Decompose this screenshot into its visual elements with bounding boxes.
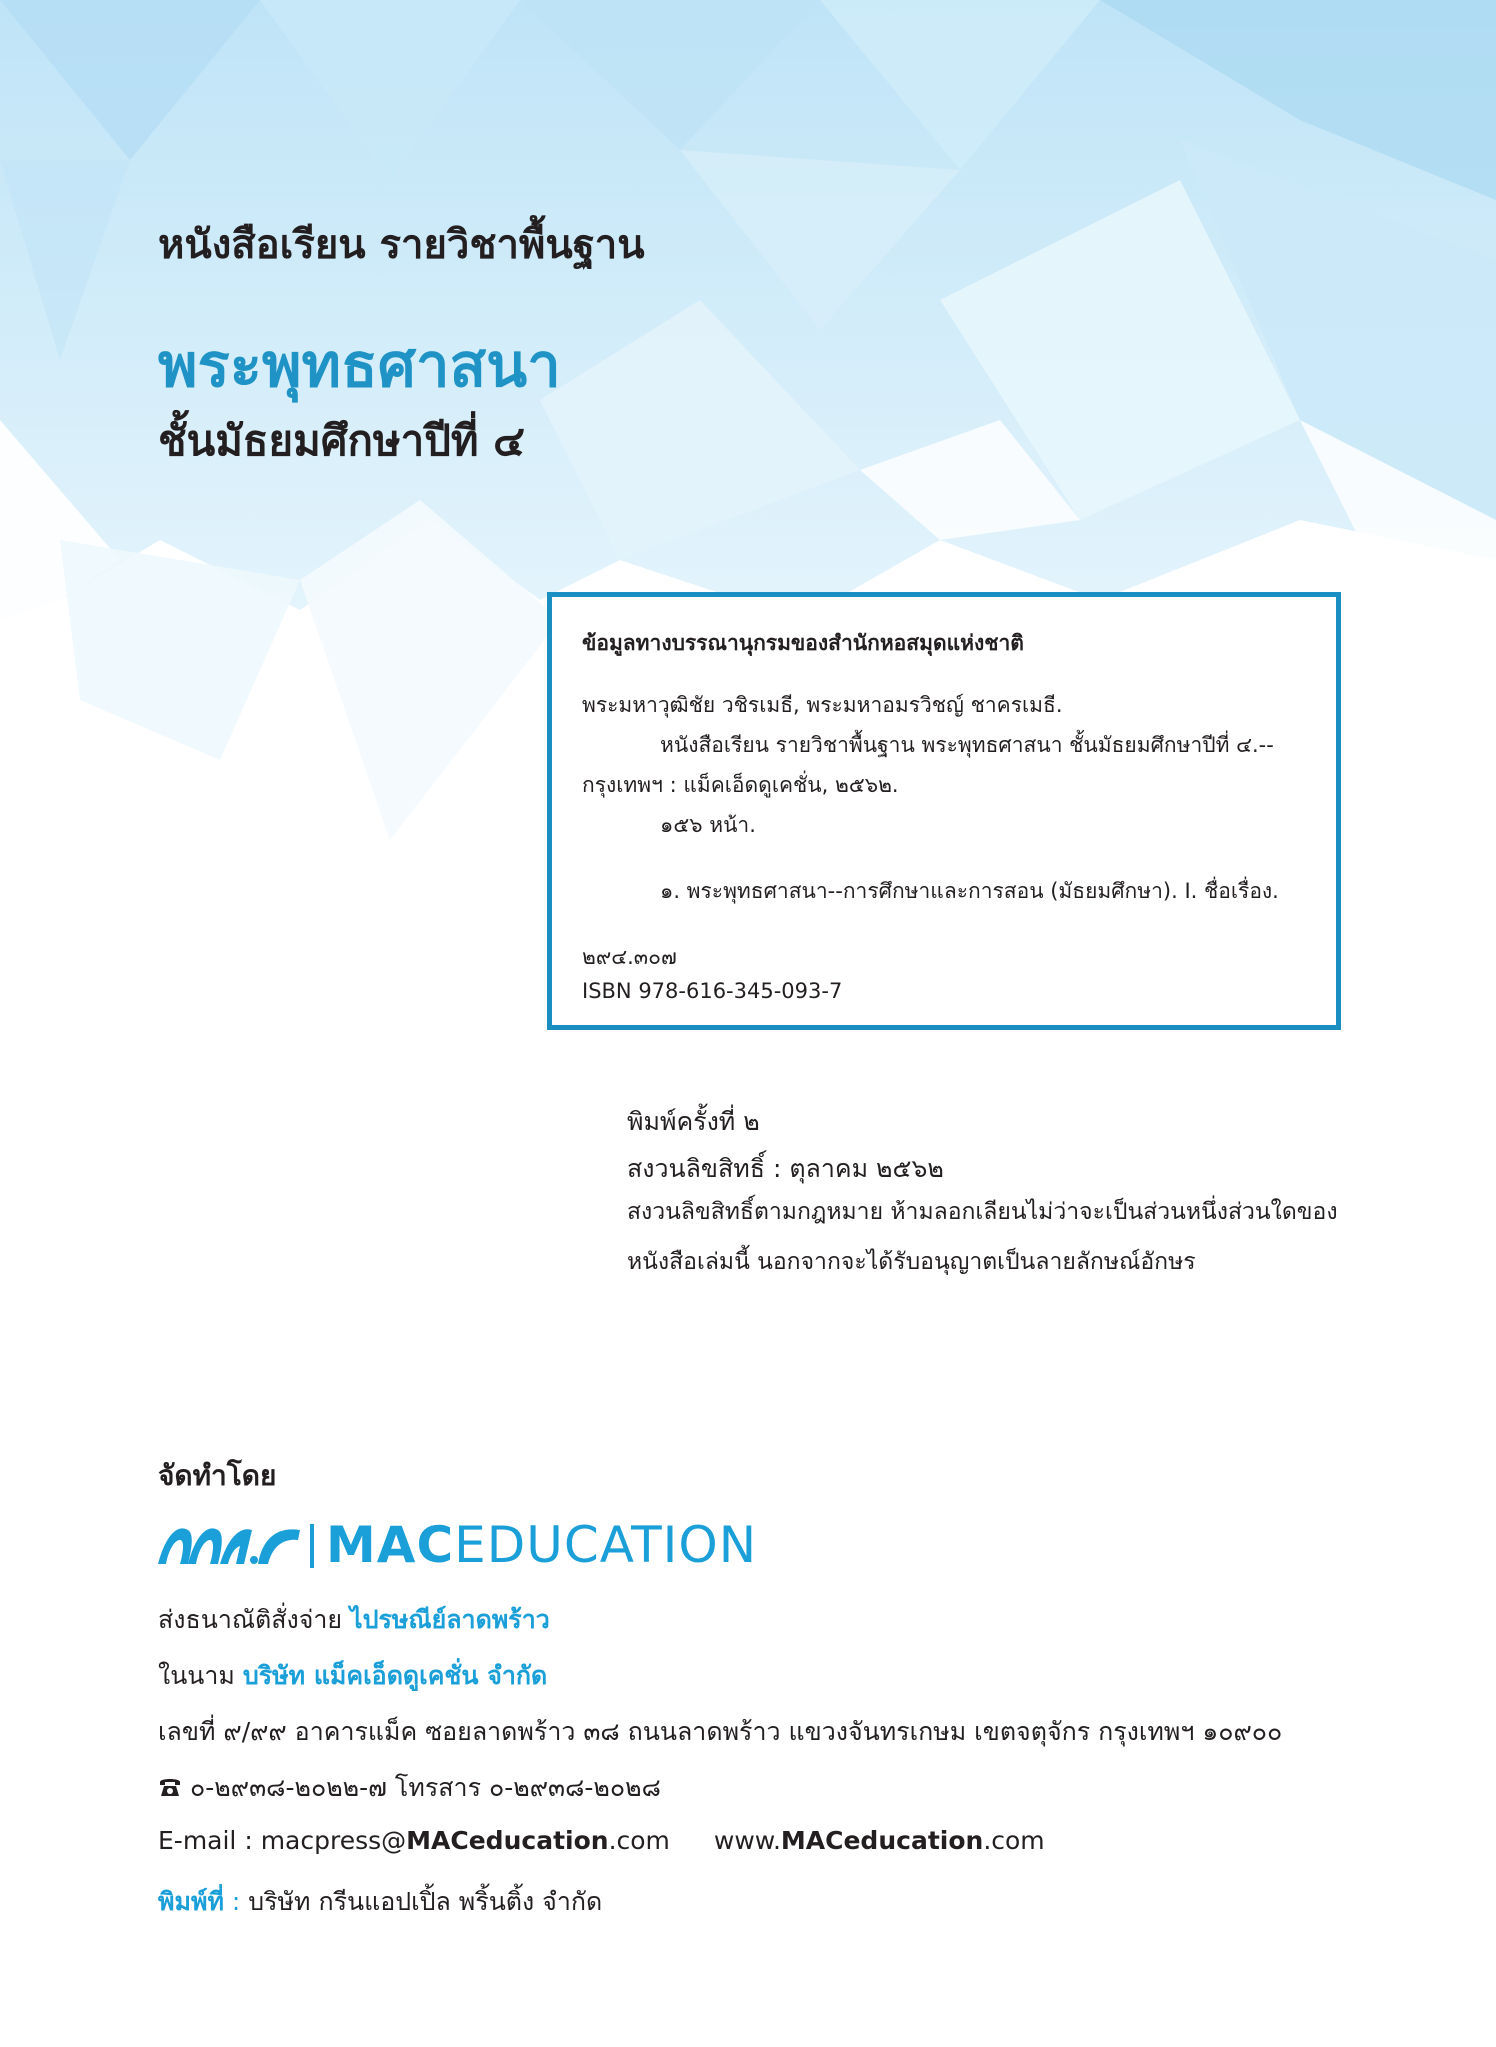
copyright-date: สงวนลิขสิทธิ์ : ตุลาคม ๒๕๖๒ (627, 1154, 944, 1183)
money-order-recipient: ไปรษณีย์ลาดพร้าว (350, 1605, 550, 1634)
printed-by-label: พิมพ์ที่ (158, 1887, 224, 1916)
email-prefix: E-mail : macpress@ (158, 1826, 407, 1855)
logo-divider (310, 1524, 314, 1568)
cip-subject: ๑. พระพุทธศาสนา--การศึกษาและการสอน (มัธยมศึกษา). I. ชื่อเรื่อง. (660, 879, 1279, 903)
printed-by-colon: : (223, 1887, 249, 1916)
cip-heading: ข้อมูลทางบรรณานุกรมของสำนักหอสมุดแห่งชาติ (582, 631, 1024, 655)
cip-isbn: ISBN 978-616-345-093-7 (582, 979, 843, 1003)
printer-name: บริษัท กรีนแอปเปิ้ล พริ้นติ้ง จำกัด (248, 1887, 603, 1916)
cataloging-data-box (547, 592, 1341, 1030)
cip-pages: ๑๕๖ หน้า. (660, 813, 756, 837)
phone-numbers: ๐-๒๙๓๘-๒๐๒๒-๗ โทรสาร ๐-๒๙๓๘-๒๐๒๘ (190, 1773, 661, 1802)
cip-authors: พระมหาวุฒิชัย วชิรเมธี, พระมหาอมรวิชญ์ ชาครเมธี. (582, 693, 1063, 717)
cip-class-number: ๒๙๔.๓๐๗ (582, 945, 677, 969)
logo-wordmark (326, 1516, 757, 1574)
copyright-note-line-1: สงวนลิขสิทธิ์ตามกฎหมาย ห้ามลอกเลียนไม่ว่าจะเป็นส่วนหนึ่งส่วนใดของ (627, 1199, 1338, 1225)
email-domain-bold: MACeducation (406, 1826, 609, 1855)
copyright-note-line-2: หนังสือเล่มนี้ นอกจากจะได้รับอนุญาตเป็นลายลักษณ์อักษร (627, 1249, 1196, 1275)
in-name-label: ในนาม (158, 1661, 243, 1690)
phone-line (158, 1768, 661, 1808)
web-prefix: www. (713, 1826, 781, 1855)
money-order-label: ส่งธนาณัติสั่งจ่าย (158, 1605, 351, 1634)
grade-level: ชั้นมัธยมศึกษาปีที่ ๔ (158, 416, 525, 465)
logo-text-bold: MAC (326, 1516, 455, 1574)
edition-number: พิมพ์ครั้งที่ ๒ (627, 1107, 760, 1136)
printed-by-line (158, 1882, 602, 1922)
web-domain-bold: MACeducation (780, 1826, 984, 1855)
telephone-icon (158, 1776, 182, 1798)
money-order-line (158, 1600, 550, 1640)
email-suffix: .com (608, 1826, 670, 1855)
web-suffix: .com (983, 1826, 1045, 1855)
company-name: บริษัท แม็คเอ็ดดูเคชั่น จำกัด (242, 1661, 548, 1690)
book-subtitle: หนังสือเรียน รายวิชาพื้นฐาน (158, 222, 645, 268)
publisher-address: เลขที่ ๙/๙๙ อาคารแม็ค ซอยลาดพร้าว ๓๘ ถนนลาดพร้าว แขวงจันทรเกษม เขตจตุจักร กรุงเทพฯ ๑๐๙๐๐ (158, 1717, 1283, 1746)
in-name-line (158, 1656, 547, 1696)
mac-education-logo (158, 1516, 798, 1576)
cip-publisher-line: กรุงเทพฯ : แม็คเอ็ดดูเคชั่น, ๒๕๖๒. (582, 773, 899, 797)
cip-title-line: หนังสือเรียน รายวิชาพื้นฐาน พระพุทธศาสนา ชั้นมัธยมศึกษาปีที่ ๔.-- (660, 733, 1274, 757)
contact-line (158, 1826, 1045, 1855)
mac-logo-mark-icon (158, 1524, 300, 1564)
logo-text-light: EDUCATION (454, 1516, 758, 1574)
book-title: พระพุทธศาสนา (158, 331, 561, 401)
prepared-by-label: จัดทำโดย (158, 1459, 277, 1492)
